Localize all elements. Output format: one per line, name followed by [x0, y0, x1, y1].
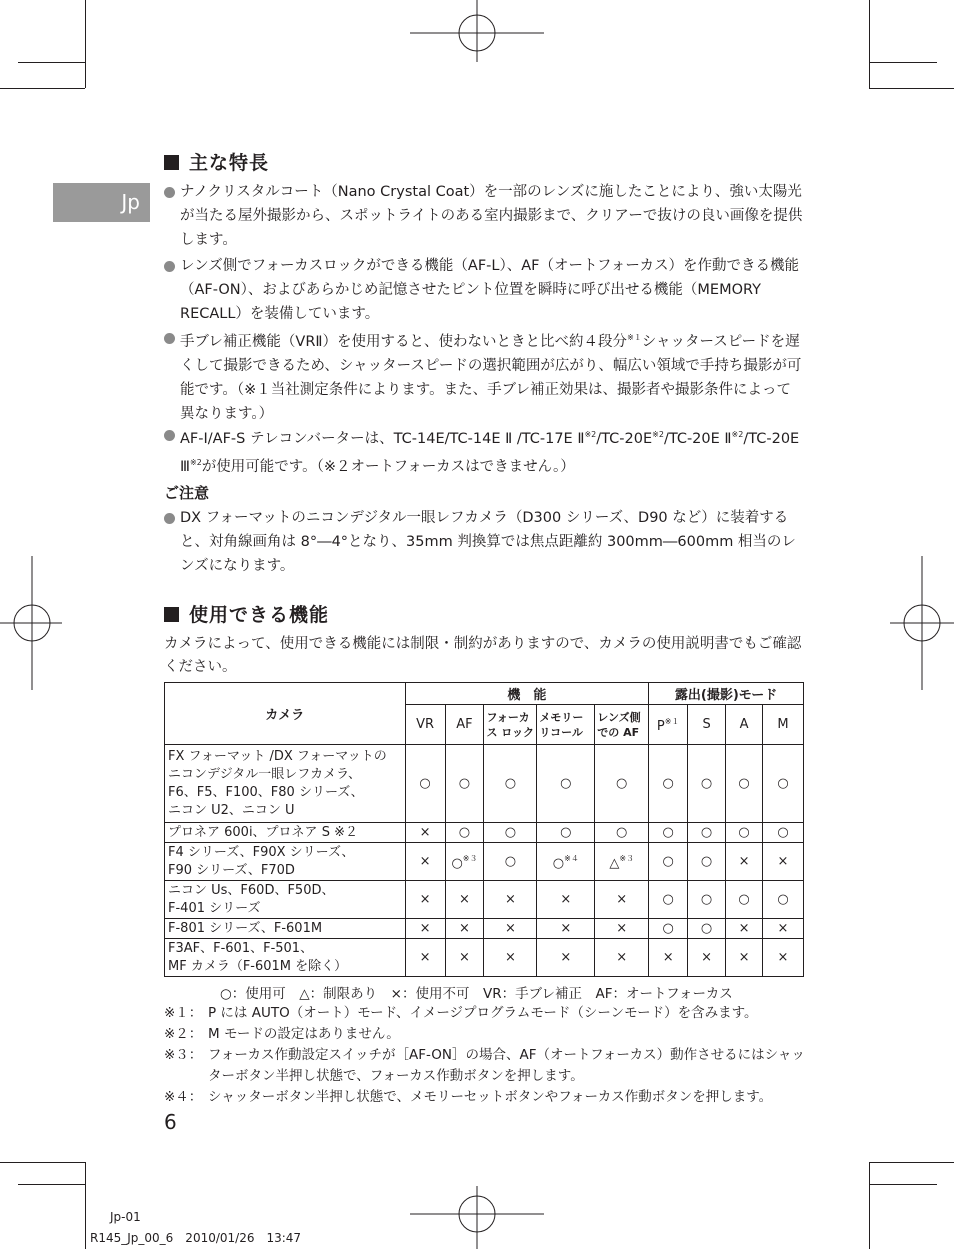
- feature-bullet-4: AF-I/AF-S テレコンバーターは、TC-14E/TC-14E Ⅱ /TC-17E $Ⅱ^{※2}/TC-20E^{※2}/TC-20E$ Ⅱ$^{※2}$/TC-20E Ⅲ$^{※2}$が使用可能です。（※２オートフォーカスはできません。）: [164, 423, 804, 479]
- availability-mark: ○: [738, 825, 750, 840]
- function-cell: [537, 745, 595, 823]
- col-header: VR: [405, 705, 445, 745]
- function-cell: [649, 843, 688, 881]
- availability-mark: ○: [662, 825, 674, 840]
- footer-code: Jp-01: [110, 1210, 141, 1224]
- function-header: 機 能: [405, 683, 649, 705]
- availability-mark: ×: [777, 854, 789, 869]
- availability-mark: ○: [700, 892, 713, 907]
- cell-note: ※３: [462, 853, 478, 863]
- function-cell: [649, 745, 688, 823]
- availability-mark: ○: [451, 855, 463, 871]
- camera-name-line: ニコン Us、F60D、F50D、: [168, 882, 335, 898]
- function-cell: [595, 939, 649, 977]
- function-cell: [762, 843, 803, 881]
- function-cell: [484, 939, 537, 977]
- function-cell: [726, 939, 763, 977]
- availability-mark: ×: [419, 921, 431, 936]
- availability-mark: ○: [504, 776, 517, 791]
- function-cell: [405, 919, 445, 939]
- availability-mark: ×: [419, 854, 431, 869]
- registration-mark-right: [890, 556, 954, 690]
- function-cell: [649, 939, 688, 977]
- availability-mark: ○: [738, 892, 750, 907]
- function-cell: [405, 881, 445, 919]
- function-cell: [595, 919, 649, 939]
- function-cell: [445, 881, 484, 919]
- availability-mark: ×: [738, 950, 750, 965]
- function-cell: [726, 919, 763, 939]
- function-cell: [537, 881, 595, 919]
- availability-mark: ×: [419, 892, 431, 907]
- feature-bullet-1: ナノクリスタルコート（Nano Crystal Coat）を一部のレンズに施したことにより、強い太陽光が当たる屋外撮影から、スポットライトのある室内撮影まで、クリアーで抜けの良い画像を提供します。: [164, 180, 804, 252]
- col-header: $P^{※1}$: [649, 705, 688, 745]
- camera-cell: [165, 843, 406, 881]
- availability-mark: ○: [777, 776, 789, 791]
- availability-mark: ○: [616, 825, 628, 840]
- function-cell: [688, 843, 726, 881]
- function-cell: [762, 745, 803, 823]
- feature-bullet-2: レンズ側でフォーカスロックができる機能（AF-L）、AF（オートフォーカス）を作動できる機能（AF-ON）、およびあらかじめ記憶させたピント位置を瞬時に呼び出せる機能（MEMORY RECALL）を装備しています。: [164, 254, 804, 326]
- cell-note: ※４: [564, 853, 579, 863]
- table-row: [165, 843, 804, 881]
- availability-mark: ×: [419, 950, 431, 965]
- function-table: [164, 682, 804, 977]
- footnote: ※３： フォーカス作動設定スイッチが［AF-ON］の場合、AF（オートフォーカス）動作させるにはシャッターボタン半押し状態で、フォーカス作動ボタンを押します。: [164, 1047, 805, 1084]
- availability-mark: ×: [662, 950, 674, 965]
- function-cell: [445, 939, 484, 977]
- function-cell: [537, 843, 595, 881]
- cell-note: ※３: [619, 853, 635, 863]
- availability-mark: ×: [738, 921, 750, 936]
- camera-name-line: F90 シリーズ、F70D: [168, 862, 295, 878]
- availability-mark: ×: [504, 892, 516, 907]
- functions-intro: カメラによって、使用できる機能には制限・制約がありますので、カメラの使用説明書でもご確認ください。: [164, 636, 802, 675]
- function-cell: [649, 919, 688, 939]
- table-row: [165, 745, 804, 823]
- function-cell: [688, 939, 726, 977]
- camera-name-line: F-401 シリーズ: [168, 900, 261, 916]
- function-cell: [762, 823, 803, 843]
- bullet-icon: [164, 333, 175, 344]
- function-cell: [595, 823, 649, 843]
- function-cell: [405, 823, 445, 843]
- camera-name-line: F3AF、F-601、F-501、: [168, 940, 314, 956]
- function-cell: [405, 843, 445, 881]
- footnote: ※２： M モードの設定はありません。: [164, 1026, 400, 1042]
- camera-name-line: ニコン U2、ニコン U: [168, 802, 295, 818]
- function-cell: [537, 823, 595, 843]
- availability-mark: ○: [662, 921, 674, 936]
- availability-mark: ○: [419, 776, 431, 791]
- availability-mark: ×: [616, 950, 628, 965]
- square-bullet-icon: [164, 607, 179, 622]
- camera-name-line: F6、F5、F100、F80 シリーズ、: [168, 784, 364, 800]
- bullet-icon: [164, 513, 175, 524]
- availability-mark: ○: [560, 776, 572, 791]
- table-row: [165, 823, 804, 843]
- function-cell: [762, 939, 803, 977]
- camera-cell: [165, 939, 406, 977]
- availability-mark: ○: [662, 892, 674, 907]
- camera-cell: [165, 919, 406, 939]
- function-cell: [726, 823, 763, 843]
- function-cell: [762, 881, 803, 919]
- availability-mark: △: [609, 855, 620, 871]
- availability-mark: ○: [700, 825, 713, 840]
- availability-mark: ○: [662, 854, 674, 869]
- availability-mark: ○: [738, 776, 750, 791]
- camera-name-line: FX フォーマット /DX フォーマットの: [168, 748, 387, 764]
- col-header: メモリー リコール: [537, 705, 595, 745]
- function-cell: [405, 939, 445, 977]
- availability-mark: ×: [616, 892, 628, 907]
- function-cell: [762, 919, 803, 939]
- function-cell: [595, 881, 649, 919]
- availability-mark: ×: [701, 950, 713, 965]
- feature-bullet-3: 手ブレ補正機能（VRⅡ）を使用すると、使わないときと比べ約４段分$^{※1}$シャッタースピードを遅くして撮影できるため、シャッタースピードの選択範囲が広がり、幅広い領域で手持ち撮影が可能です。（※１当社測定条件によります。また、手ブレ補正効果は、撮影者や撮影条件によって異なります。）: [164, 326, 804, 426]
- table-row: [165, 919, 804, 939]
- functions-heading: 使用できる機能: [164, 600, 329, 627]
- page-number: 6: [164, 1110, 177, 1134]
- function-cell: [726, 881, 763, 919]
- function-cell: [726, 843, 763, 881]
- availability-mark: ×: [459, 921, 470, 936]
- function-cell: [649, 881, 688, 919]
- availability-mark: ○: [560, 825, 572, 840]
- col-header: M: [762, 705, 803, 745]
- col-header: A: [726, 705, 763, 745]
- footnote: ※１： P には AUTO（オート）モード、イメージプログラムモード（シーンモード）を含みます。: [164, 1005, 758, 1021]
- features-heading: 主な特長: [164, 148, 269, 175]
- footnote: ※４： シャッターボタン半押し状態で、メモリーセットボタンやフォーカス作動ボタンを押します。: [164, 1089, 773, 1105]
- availability-mark: ×: [560, 921, 572, 936]
- bullet-icon: [164, 430, 175, 441]
- function-cell: [484, 843, 537, 881]
- table-row: [165, 939, 804, 977]
- function-cell: [595, 745, 649, 823]
- function-cell: [484, 881, 537, 919]
- col-header: AF: [445, 705, 484, 745]
- availability-mark: ○: [662, 776, 674, 791]
- availability-mark: ×: [504, 921, 516, 936]
- function-cell: [649, 823, 688, 843]
- function-cell: [688, 919, 726, 939]
- availability-mark: ○: [700, 854, 713, 869]
- bullet-icon: [164, 261, 175, 272]
- availability-mark: ○: [616, 776, 628, 791]
- camera-name-line: MF カメラ（F-601M を除く）: [168, 958, 348, 974]
- function-cell: [726, 745, 763, 823]
- table-row: [165, 881, 804, 919]
- function-cell: [405, 745, 445, 823]
- availability-mark: ○: [552, 855, 565, 871]
- function-cell: [484, 745, 537, 823]
- function-cell: [595, 843, 649, 881]
- camera-cell: [165, 881, 406, 919]
- availability-mark: ×: [504, 950, 516, 965]
- availability-mark: ×: [419, 825, 431, 840]
- function-cell: [688, 881, 726, 919]
- availability-mark: ×: [560, 892, 572, 907]
- availability-mark: ○: [504, 825, 517, 840]
- camera-cell: [165, 823, 406, 843]
- exposure-mode-header: 露出(撮影)モード: [649, 683, 804, 705]
- function-cell: [537, 919, 595, 939]
- caution-bullet: DX フォーマットのニコンデジタル一眼レフカメラ（D300 シリーズ、D90 など）に装着すると、対角線画角は 8°―4°となり、35mm 判換算では焦点距離約 300mm―600mm 相当のレンズになります。: [164, 506, 804, 578]
- function-cell: [445, 843, 484, 881]
- col-header: S: [688, 705, 726, 745]
- registration-mark-bottom: [410, 1186, 544, 1249]
- function-cell: [445, 919, 484, 939]
- availability-mark: ○: [458, 776, 471, 791]
- camera-cell: [165, 745, 406, 823]
- availability-mark: ×: [777, 950, 789, 965]
- availability-mark: ○: [777, 825, 789, 840]
- language-tab: Jp: [53, 183, 150, 222]
- camera-name-line: F4 シリーズ、F90X シリーズ、: [168, 844, 355, 860]
- footer-file-info: R145_Jp_00_6 2010/01/26 13:47: [90, 1231, 302, 1245]
- availability-mark: ×: [560, 950, 572, 965]
- availability-mark: ○: [700, 776, 713, 791]
- registration-mark-top: [410, 0, 544, 62]
- availability-mark: ×: [459, 892, 470, 907]
- col-header: レンズ側 での AF: [595, 705, 649, 745]
- camera-header: カメラ: [165, 683, 406, 745]
- function-cell: [688, 745, 726, 823]
- availability-mark: ○: [777, 892, 789, 907]
- table-legend: ○：使用可 △：制限あり ×：使用不可 VR：手ブレ補正 AF：オートフォーカス: [220, 986, 733, 1002]
- availability-mark: ×: [459, 950, 470, 965]
- function-cell: [537, 939, 595, 977]
- availability-mark: ○: [700, 921, 713, 936]
- square-bullet-icon: [164, 155, 179, 170]
- camera-name-line: プロネア 600i、プロネア S ※２: [168, 824, 358, 840]
- function-cell: [445, 745, 484, 823]
- availability-mark: ×: [616, 921, 628, 936]
- camera-name-line: ニコンデジタル一眼レフカメラ、: [168, 766, 362, 782]
- function-cell: [484, 823, 537, 843]
- function-cell: [484, 919, 537, 939]
- availability-mark: ○: [458, 825, 471, 840]
- availability-mark: ×: [738, 854, 750, 869]
- caution-heading: ご注意: [164, 484, 210, 502]
- function-cell: [445, 823, 484, 843]
- col-header: フォーカス ロック: [484, 705, 537, 745]
- availability-mark: ×: [777, 921, 789, 936]
- bullet-icon: [164, 187, 175, 198]
- camera-name-line: F-801 シリーズ、F-601M: [168, 920, 323, 936]
- availability-mark: ○: [504, 854, 517, 869]
- function-cell: [688, 823, 726, 843]
- registration-mark-left: [0, 556, 62, 690]
